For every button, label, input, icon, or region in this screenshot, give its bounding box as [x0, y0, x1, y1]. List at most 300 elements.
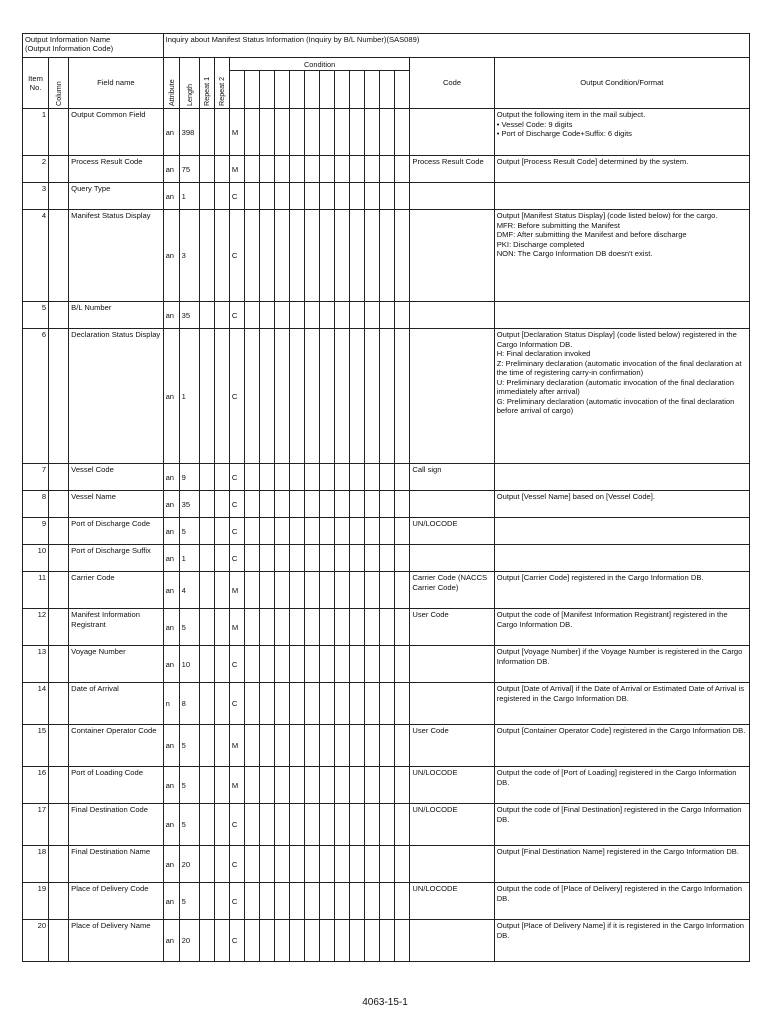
condition-grid-cell — [259, 302, 274, 329]
condition-grid-cell — [259, 846, 274, 883]
condition-grid-cell — [350, 725, 365, 767]
condition-grid-cell — [244, 210, 259, 302]
column-cell — [49, 302, 69, 329]
repeat-2-cell — [214, 302, 229, 329]
code-cell — [410, 683, 494, 725]
condition-grid-cell — [350, 545, 365, 572]
condition-cell: C — [229, 491, 244, 518]
condition-grid-cell — [320, 210, 335, 302]
repeat-2-cell — [214, 646, 229, 683]
attribute-cell: an — [163, 920, 179, 962]
col-header-repeat-1: Repeat 1 — [202, 77, 212, 107]
table-row — [23, 329, 750, 464]
condition-grid-cell — [335, 545, 350, 572]
condition-grid-cell — [335, 329, 350, 464]
condition-grid-cell — [320, 572, 335, 609]
document-title: Inquiry about Manifest Status Information (Inquiry by B/L Number)(SAS089) — [163, 34, 749, 58]
repeat-2-cell — [214, 518, 229, 545]
condition-cell: M — [229, 572, 244, 609]
condition-grid-cell — [274, 329, 289, 464]
length-cell: 5 — [179, 609, 199, 646]
condition-grid-cell — [350, 920, 365, 962]
condition-grid-cell — [395, 725, 410, 767]
condition-grid-cell — [365, 302, 380, 329]
condition-grid-cell — [290, 683, 305, 725]
condition-grid-cell — [320, 920, 335, 962]
output-format-cell: Output [Vessel Name] based on [Vessel Code]. — [494, 491, 749, 518]
field-name: Container Operator Code — [69, 725, 163, 767]
condition-grid-cell — [395, 683, 410, 725]
item-number: 3 — [23, 183, 49, 210]
condition-grid-cell — [365, 183, 380, 210]
condition-cell: C — [229, 545, 244, 572]
condition-grid-cell — [290, 920, 305, 962]
condition-grid-cell — [320, 804, 335, 846]
condition-grid-cell — [274, 109, 289, 156]
code-cell: UN/LOCODE — [410, 767, 494, 804]
field-name: Date of Arrival — [69, 683, 163, 725]
condition-grid-cell — [259, 920, 274, 962]
item-number: 18 — [23, 846, 49, 883]
length-cell: 75 — [179, 156, 199, 183]
column-cell — [49, 683, 69, 725]
condition-grid-cell — [365, 725, 380, 767]
condition-grid-cell — [335, 767, 350, 804]
repeat-2-cell — [214, 883, 229, 920]
table-row — [23, 302, 750, 329]
code-cell: UN/LOCODE — [410, 518, 494, 545]
item-number: 20 — [23, 920, 49, 962]
condition-grid-cell — [350, 804, 365, 846]
condition-cell: C — [229, 804, 244, 846]
condition-subheader-cell — [274, 71, 289, 109]
attribute-cell: an — [163, 329, 179, 464]
condition-grid-cell — [395, 464, 410, 491]
field-name: Declaration Status Display — [69, 329, 163, 464]
col-header-condition: Condition — [229, 58, 410, 71]
condition-grid-cell — [244, 156, 259, 183]
condition-grid-cell — [290, 210, 305, 302]
length-cell: 10 — [179, 646, 199, 683]
condition-grid-cell — [290, 609, 305, 646]
condition-grid-cell — [380, 572, 395, 609]
spec-table — [22, 33, 750, 962]
col-header-repeat-2: Repeat 2 — [217, 77, 227, 107]
condition-grid-cell — [350, 109, 365, 156]
repeat-2-cell — [214, 183, 229, 210]
item-number: 8 — [23, 491, 49, 518]
table-row — [23, 846, 750, 883]
condition-grid-cell — [320, 683, 335, 725]
condition-grid-cell — [320, 464, 335, 491]
condition-subheader-cell — [244, 71, 259, 109]
length-cell: 1 — [179, 183, 199, 210]
condition-grid-cell — [335, 609, 350, 646]
item-number: 14 — [23, 683, 49, 725]
item-number: 12 — [23, 609, 49, 646]
column-cell — [49, 491, 69, 518]
condition-subheader-cell — [335, 71, 350, 109]
condition-grid-cell — [335, 572, 350, 609]
condition-grid-cell — [305, 683, 320, 725]
condition-grid-cell — [290, 804, 305, 846]
length-cell: 3 — [179, 210, 199, 302]
condition-grid-cell — [305, 572, 320, 609]
length-cell: 35 — [179, 491, 199, 518]
code-cell — [410, 210, 494, 302]
condition-grid-cell — [274, 491, 289, 518]
condition-grid-cell — [380, 545, 395, 572]
condition-grid-cell — [335, 302, 350, 329]
repeat-2-cell — [214, 683, 229, 725]
condition-subheader-cell — [259, 71, 274, 109]
item-number: 6 — [23, 329, 49, 464]
code-cell — [410, 183, 494, 210]
attribute-cell: an — [163, 491, 179, 518]
attribute-cell: an — [163, 518, 179, 545]
repeat-1-cell — [199, 464, 214, 491]
condition-grid-cell — [274, 646, 289, 683]
condition-grid-cell — [380, 210, 395, 302]
attribute-cell: an — [163, 846, 179, 883]
repeat-1-cell — [199, 156, 214, 183]
condition-grid-cell — [350, 846, 365, 883]
condition-grid-cell — [259, 183, 274, 210]
condition-grid-cell — [274, 464, 289, 491]
condition-grid-cell — [335, 156, 350, 183]
condition-grid-cell — [395, 883, 410, 920]
condition-grid-cell — [290, 883, 305, 920]
condition-grid-cell — [335, 804, 350, 846]
condition-grid-cell — [365, 920, 380, 962]
item-number: 5 — [23, 302, 49, 329]
condition-cell: M — [229, 725, 244, 767]
repeat-1-cell — [199, 883, 214, 920]
field-name: Process Result Code — [69, 156, 163, 183]
condition-grid-cell — [305, 609, 320, 646]
condition-grid-cell — [305, 920, 320, 962]
condition-grid-cell — [274, 183, 289, 210]
condition-grid-cell — [259, 725, 274, 767]
condition-grid-cell — [350, 767, 365, 804]
repeat-2-cell — [214, 491, 229, 518]
condition-grid-cell — [290, 572, 305, 609]
column-cell — [49, 109, 69, 156]
length-cell: 5 — [179, 804, 199, 846]
condition-subheader-cell — [290, 71, 305, 109]
condition-grid-cell — [290, 329, 305, 464]
condition-grid-cell — [335, 683, 350, 725]
column-cell — [49, 572, 69, 609]
condition-subheader-cell — [395, 71, 410, 109]
condition-grid-cell — [395, 302, 410, 329]
col-header-field-name: Field name — [69, 58, 163, 109]
condition-grid-cell — [290, 518, 305, 545]
condition-grid-cell — [320, 646, 335, 683]
condition-subheader-cell — [320, 71, 335, 109]
table-row — [23, 609, 750, 646]
column-cell — [49, 804, 69, 846]
condition-grid-cell — [244, 646, 259, 683]
condition-grid-cell — [350, 683, 365, 725]
condition-grid-cell — [274, 210, 289, 302]
condition-grid-cell — [335, 491, 350, 518]
condition-grid-cell — [380, 491, 395, 518]
repeat-1-cell — [199, 183, 214, 210]
code-cell — [410, 920, 494, 962]
condition-grid-cell — [380, 302, 395, 329]
condition-grid-cell — [274, 545, 289, 572]
repeat-2-cell — [214, 572, 229, 609]
length-cell: 398 — [179, 109, 199, 156]
condition-grid-cell — [244, 920, 259, 962]
output-format-cell: Output the code of [Final Destination] registered in the Cargo Information DB. — [494, 804, 749, 846]
output-format-cell: Output the code of [Manifest Information Registrant] registered in the Cargo Information DB. — [494, 609, 749, 646]
repeat-1-cell — [199, 210, 214, 302]
condition-grid-cell — [365, 572, 380, 609]
repeat-1-cell — [199, 572, 214, 609]
field-name: Carrier Code — [69, 572, 163, 609]
condition-grid-cell — [320, 725, 335, 767]
code-cell: UN/LOCODE — [410, 883, 494, 920]
repeat-1-cell — [199, 109, 214, 156]
column-cell — [49, 646, 69, 683]
code-cell: Carrier Code (NACCS Carrier Code) — [410, 572, 494, 609]
condition-grid-cell — [274, 767, 289, 804]
column-cell — [49, 156, 69, 183]
condition-grid-cell — [244, 572, 259, 609]
condition-grid-cell — [274, 302, 289, 329]
condition-grid-cell — [335, 883, 350, 920]
condition-grid-cell — [274, 683, 289, 725]
repeat-1-cell — [199, 545, 214, 572]
length-cell: 1 — [179, 545, 199, 572]
length-cell: 4 — [179, 572, 199, 609]
condition-grid-cell — [365, 329, 380, 464]
condition-grid-cell — [274, 846, 289, 883]
output-format-cell: Output [Declaration Status Display] (code listed below) registered in the Cargo Information DB. H: Final declaration invoked Z: Preliminary declaration (automatic invocation of the final declaration at the time of registering carry-in confirmation) U: Preliminary declaration (automatic invocation of the final declaration immediately after arrival) G: Preliminary declaration (automatic invocation of the final declaration before arrival of cargo) — [494, 329, 749, 464]
condition-grid-cell — [365, 883, 380, 920]
condition-grid-cell — [365, 646, 380, 683]
col-header-item-no: Item No. — [23, 58, 49, 109]
condition-grid-cell — [320, 183, 335, 210]
condition-grid-cell — [395, 518, 410, 545]
condition-cell: M — [229, 767, 244, 804]
code-cell — [410, 491, 494, 518]
condition-cell: M — [229, 109, 244, 156]
code-cell — [410, 846, 494, 883]
condition-grid-cell — [335, 109, 350, 156]
condition-grid-cell — [244, 883, 259, 920]
code-cell: Call sign — [410, 464, 494, 491]
condition-grid-cell — [365, 156, 380, 183]
condition-grid-cell — [350, 183, 365, 210]
item-number: 9 — [23, 518, 49, 545]
repeat-2-cell — [214, 156, 229, 183]
condition-grid-cell — [365, 464, 380, 491]
repeat-1-cell — [199, 725, 214, 767]
attribute-cell: an — [163, 725, 179, 767]
condition-grid-cell — [259, 804, 274, 846]
repeat-2-cell — [214, 464, 229, 491]
repeat-1-cell — [199, 646, 214, 683]
table-row — [23, 518, 750, 545]
condition-grid-cell — [274, 518, 289, 545]
col-header-column: Column — [54, 81, 64, 107]
condition-grid-cell — [335, 210, 350, 302]
condition-grid-cell — [290, 464, 305, 491]
condition-grid-cell — [244, 518, 259, 545]
condition-grid-cell — [395, 767, 410, 804]
condition-grid-cell — [320, 302, 335, 329]
condition-grid-cell — [274, 725, 289, 767]
attribute-cell: an — [163, 302, 179, 329]
condition-grid-cell — [290, 725, 305, 767]
length-cell: 9 — [179, 464, 199, 491]
condition-grid-cell — [335, 846, 350, 883]
table-row — [23, 725, 750, 767]
condition-grid-cell — [244, 683, 259, 725]
condition-grid-cell — [274, 572, 289, 609]
field-name: Voyage Number — [69, 646, 163, 683]
item-number: 7 — [23, 464, 49, 491]
condition-grid-cell — [259, 329, 274, 464]
table-row — [23, 683, 750, 725]
condition-grid-cell — [259, 767, 274, 804]
condition-grid-cell — [365, 846, 380, 883]
table-row — [23, 183, 750, 210]
condition-grid-cell — [380, 683, 395, 725]
attribute-cell: an — [163, 646, 179, 683]
condition-grid-cell — [395, 109, 410, 156]
condition-grid-cell — [350, 210, 365, 302]
table-row — [23, 767, 750, 804]
condition-grid-cell — [335, 183, 350, 210]
repeat-1-cell — [199, 491, 214, 518]
condition-grid-cell — [380, 183, 395, 210]
length-cell: 20 — [179, 846, 199, 883]
item-number: 15 — [23, 725, 49, 767]
condition-grid-cell — [290, 109, 305, 156]
repeat-2-cell — [214, 609, 229, 646]
column-cell — [49, 329, 69, 464]
repeat-1-cell — [199, 302, 214, 329]
condition-grid-cell — [320, 518, 335, 545]
condition-grid-cell — [380, 518, 395, 545]
condition-grid-cell — [305, 329, 320, 464]
condition-grid-cell — [365, 683, 380, 725]
repeat-2-cell — [214, 210, 229, 302]
condition-grid-cell — [380, 920, 395, 962]
code-cell: UN/LOCODE — [410, 804, 494, 846]
condition-grid-cell — [380, 646, 395, 683]
output-format-cell: Output [Voyage Number] if the Voyage Number is registered in the Cargo Information DB. — [494, 646, 749, 683]
code-cell — [410, 646, 494, 683]
condition-cell: C — [229, 683, 244, 725]
item-number: 13 — [23, 646, 49, 683]
item-number: 11 — [23, 572, 49, 609]
condition-cell: C — [229, 646, 244, 683]
attribute-cell: an — [163, 804, 179, 846]
col-header-length: Length — [184, 84, 194, 107]
condition-subheader-cell — [365, 71, 380, 109]
output-format-cell: Output [Final Destination Name] registered in the Cargo Information DB. — [494, 846, 749, 883]
condition-grid-cell — [365, 491, 380, 518]
condition-grid-cell — [320, 883, 335, 920]
column-cell — [49, 725, 69, 767]
condition-subheader-cell — [305, 71, 320, 109]
condition-cell: C — [229, 183, 244, 210]
code-cell: Process Result Code — [410, 156, 494, 183]
item-number: 19 — [23, 883, 49, 920]
col-header-output-condition: Output Condition/Format — [494, 58, 749, 109]
column-cell — [49, 518, 69, 545]
condition-grid-cell — [350, 572, 365, 609]
condition-grid-cell — [350, 156, 365, 183]
condition-cell: M — [229, 609, 244, 646]
column-cell — [49, 846, 69, 883]
condition-grid-cell — [350, 609, 365, 646]
condition-grid-cell — [350, 302, 365, 329]
condition-grid-cell — [290, 156, 305, 183]
condition-cell: C — [229, 883, 244, 920]
column-cell — [49, 545, 69, 572]
condition-grid-cell — [274, 609, 289, 646]
repeat-1-cell — [199, 767, 214, 804]
condition-subheader-cell — [350, 71, 365, 109]
condition-grid-cell — [305, 804, 320, 846]
condition-grid-cell — [244, 109, 259, 156]
condition-grid-cell — [290, 846, 305, 883]
item-number: 16 — [23, 767, 49, 804]
code-cell — [410, 302, 494, 329]
repeat-2-cell — [214, 329, 229, 464]
condition-grid-cell — [244, 464, 259, 491]
repeat-2-cell — [214, 920, 229, 962]
output-format-cell: Output [Place of Delivery Name] if it is registered in the Cargo Information DB. — [494, 920, 749, 962]
condition-grid-cell — [335, 646, 350, 683]
condition-grid-cell — [320, 491, 335, 518]
condition-grid-cell — [259, 572, 274, 609]
condition-grid-cell — [365, 804, 380, 846]
attribute-cell: an — [163, 767, 179, 804]
condition-cell: C — [229, 329, 244, 464]
attribute-cell: n — [163, 683, 179, 725]
condition-grid-cell — [305, 646, 320, 683]
condition-cell: C — [229, 464, 244, 491]
length-cell: 5 — [179, 725, 199, 767]
condition-grid-cell — [380, 883, 395, 920]
condition-grid-cell — [380, 609, 395, 646]
condition-grid-cell — [305, 109, 320, 156]
repeat-1-cell — [199, 846, 214, 883]
output-format-cell — [494, 464, 749, 491]
condition-grid-cell — [350, 518, 365, 545]
condition-grid-cell — [320, 609, 335, 646]
table-row — [23, 804, 750, 846]
item-number: 10 — [23, 545, 49, 572]
condition-grid-cell — [320, 156, 335, 183]
table-row — [23, 920, 750, 962]
col-header-code: Code — [410, 58, 494, 109]
column-cell — [49, 464, 69, 491]
condition-grid-cell — [380, 109, 395, 156]
column-cell — [49, 609, 69, 646]
output-format-cell — [494, 183, 749, 210]
condition-grid-cell — [380, 846, 395, 883]
field-name: Final Destination Code — [69, 804, 163, 846]
condition-grid-cell — [244, 767, 259, 804]
